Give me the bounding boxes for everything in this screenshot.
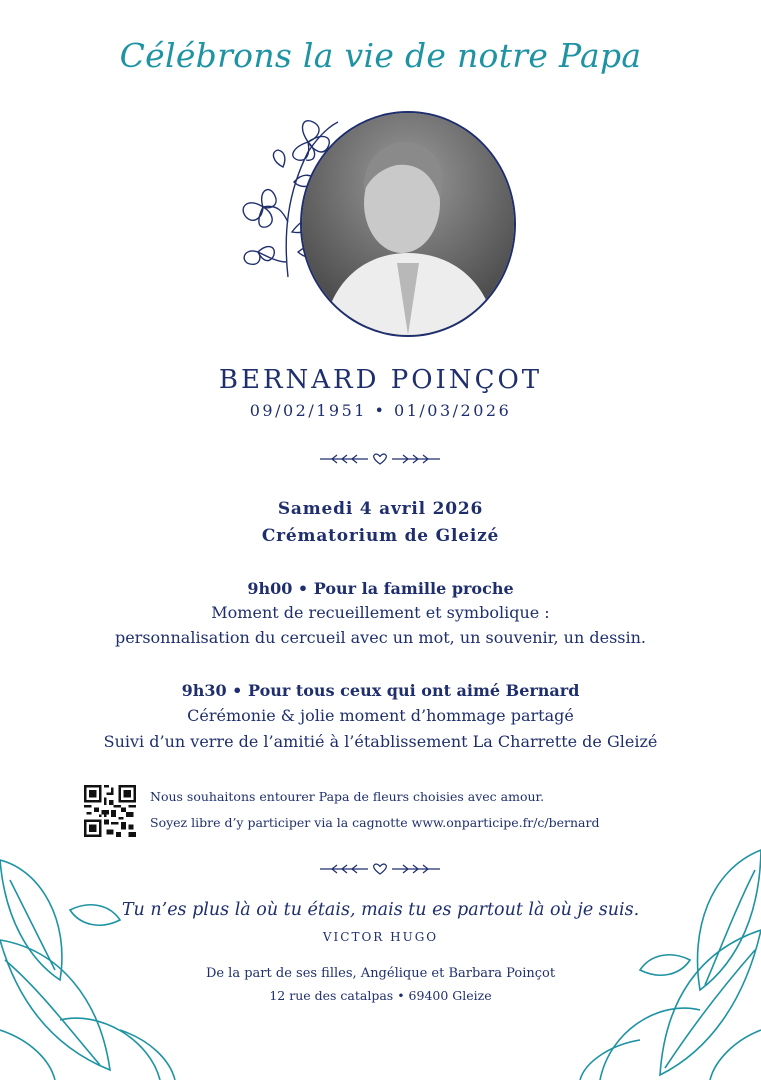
person-dates: 09/02/1951 • 01/03/2026 (249, 401, 512, 420)
person-name: BERNARD POINÇOT (218, 365, 543, 395)
session-title: 9h30 • Pour tous ceux qui ont aimé Bernard (181, 681, 580, 700)
sender-line: De la part de ses filles, Angélique et Barbara Poinçot (205, 966, 556, 981)
session-title: 9h00 • Pour la famille proche (247, 579, 514, 598)
quote-text: Tu n’es plus là où tu étais, mais tu es partout là où je suis. (121, 900, 640, 920)
address-line: 12 rue des catalpas • 69400 Gleize (269, 988, 492, 1003)
event-place: Crématorium de Gleizé (261, 526, 500, 546)
flowers-text: Nous souhaitons entourer Papa de fleurs choisies avec amour. (150, 789, 545, 804)
divider-heart-icon (318, 451, 442, 467)
portrait-photo (300, 111, 516, 337)
divider-heart-icon (318, 861, 442, 877)
quote-author: VICTOR HUGO (322, 930, 439, 944)
page-title: Célébrons la vie de notre Papa (119, 36, 642, 75)
session-description: Suivi d’un verre de l’amitié à l’établissement La Charrette de Gleizé (103, 732, 658, 751)
event-date: Samedi 4 avril 2026 (277, 499, 484, 519)
flowers-link-text[interactable]: Soyez libre d’y participer via la cagnotte www.onparticipe.fr/c/bernard (150, 815, 600, 830)
qr-code-icon[interactable] (84, 785, 136, 837)
session-description: Moment de recueillement et symbolique : (211, 603, 550, 622)
session-description: Cérémonie & jolie moment d’hommage partagé (187, 706, 574, 725)
session-description: personnalisation du cercueil avec un mot, un souvenir, un dessin. (114, 628, 647, 647)
